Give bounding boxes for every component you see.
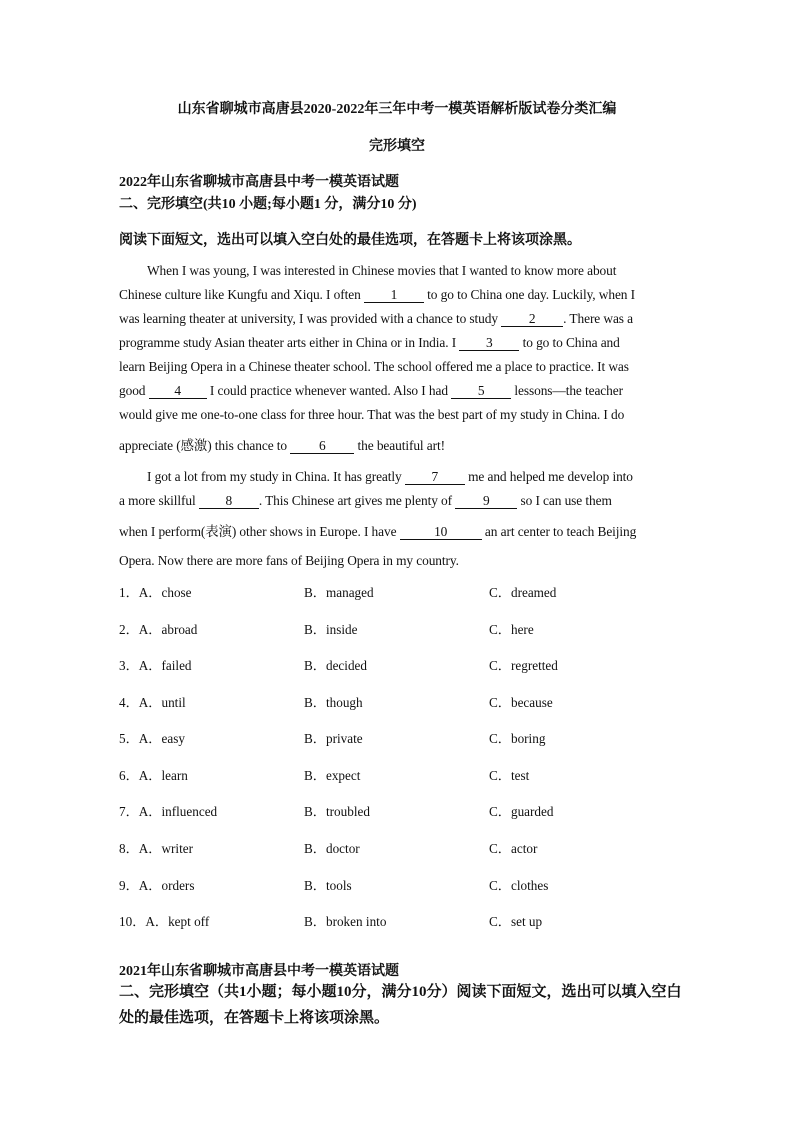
blank-7: 7 (405, 470, 465, 485)
exam-2021-part-heading-line-1: 二、完形填空（共1小题；每小题10分，满分10分）阅读下面短文，选出可以填入空白 (119, 984, 682, 1000)
section-title: 完形填空 (369, 139, 425, 154)
passage-line: learn Beijing Opera in a Chinese theater school. The school offered me a place to practice. It was (119, 359, 629, 374)
blank-8: 8 (199, 494, 259, 509)
question-10-option-a[interactable]: 10．A．kept off (119, 914, 210, 929)
question-3-option-a[interactable]: 3．A．failed (119, 658, 192, 673)
question-2-option-b[interactable]: B．inside (304, 622, 358, 637)
passage-line: appreciate (感激) this chance to 6 the beautiful art! (119, 438, 445, 453)
question-1-option-a[interactable]: 1．A．chose (119, 585, 192, 600)
question-1-option-b[interactable]: B．managed (304, 585, 374, 600)
question-5-option-c[interactable]: C．boring (489, 731, 546, 746)
passage-line: a more skillful 8 . This Chinese art gives me plenty of 9 so I can use them (119, 493, 612, 508)
question-9-option-b[interactable]: B．tools (304, 878, 352, 893)
question-8-option-a[interactable]: 8．A．writer (119, 841, 193, 856)
question-4-option-b[interactable]: B．though (304, 695, 363, 710)
exam-2021-heading: 2021年山东省聊城市高唐县中考一模英语试题 (119, 964, 399, 979)
passage-line: was learning theater at university, I was provided with a chance to study 2 . There was a (119, 311, 634, 326)
document-title: 山东省聊城市高唐县2020-2022年三年中考一模英语解析版试卷分类汇编 (177, 102, 617, 117)
question-3-option-b[interactable]: B．decided (304, 658, 367, 673)
blank-1: 1 (364, 288, 424, 303)
question-7-option-c[interactable]: C．guarded (489, 804, 554, 819)
question-2-option-a[interactable]: 2．A．abroad (119, 622, 198, 637)
passage-line: would give me one-to-one class for three hour. That was the best part of my study in China. I do (119, 407, 625, 422)
blank-3: 3 (459, 336, 519, 351)
question-9-option-a[interactable]: 9．A．orders (119, 878, 195, 893)
question-6-option-a[interactable]: 6．A．learn (119, 768, 188, 783)
exam-2022-instruction: 阅读下面短文，选出可以填入空白处的最佳选项，在答题卡上将该项涂黑。 (119, 233, 581, 248)
passage-line: When I was young, I was interested in Chinese movies that I wanted to know more about (147, 263, 617, 278)
question-10-option-c[interactable]: C．set up (489, 914, 543, 929)
exam-2022-heading: 2022年山东省聊城市高唐县中考一模英语试题 (119, 175, 399, 190)
question-7-option-b[interactable]: B．troubled (304, 804, 370, 819)
question-6-option-b[interactable]: B．expect (304, 768, 361, 783)
passage-line: Chinese culture like Kungfu and Xiqu. I often 1 to go to China one day. Luckily, when I (119, 287, 636, 302)
question-5-option-a[interactable]: 5．A．easy (119, 731, 185, 746)
blank-10: 10 (400, 525, 482, 540)
question-7-option-a[interactable]: 7．A．influenced (119, 804, 218, 819)
question-9-option-c[interactable]: C．clothes (489, 878, 549, 893)
blank-5: 5 (451, 384, 511, 399)
question-8-option-b[interactable]: B．doctor (304, 841, 360, 856)
question-10-option-b[interactable]: B．broken into (304, 914, 387, 929)
blank-6: 6 (290, 439, 354, 454)
question-3-option-c[interactable]: C．regretted (489, 658, 558, 673)
passage-line: programme study Asian theater arts either in China or in India. I 3 to go to China and (119, 335, 620, 350)
question-5-option-b[interactable]: B．private (304, 731, 363, 746)
blank-4: 4 (149, 384, 207, 399)
question-8-option-c[interactable]: C．actor (489, 841, 538, 856)
question-2-option-c[interactable]: C．here (489, 622, 534, 637)
question-4-option-a[interactable]: 4．A．until (119, 695, 186, 710)
blank-2: 2 (501, 312, 563, 327)
exam-2022-part-heading: 二、完形填空(共10 小题;每小题1 分，满分10 分) (119, 197, 417, 212)
passage-line: good 4 I could practice whenever wanted. Also I had 5 lessons—the teacher (119, 383, 623, 398)
passage-line: Opera. Now there are more fans of Beijing Opera in my country. (119, 553, 459, 568)
exam-2021-part-heading-line-2: 处的最佳选项，在答题卡上将该项涂黑。 (119, 1010, 390, 1026)
passage-line: when I perform(表演) other shows in Europe. I have 10 an art center to teach Beijing (119, 524, 637, 539)
question-6-option-c[interactable]: C．test (489, 768, 530, 783)
question-4-option-c[interactable]: C．because (489, 695, 553, 710)
question-1-option-c[interactable]: C．dreamed (489, 585, 557, 600)
passage-line: I got a lot from my study in China. It has greatly 7 me and helped me develop into (147, 469, 633, 484)
blank-9: 9 (455, 494, 517, 509)
